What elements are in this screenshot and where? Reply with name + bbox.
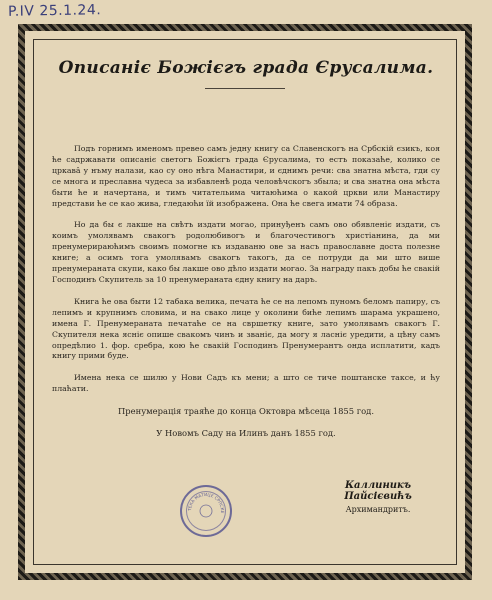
paragraph-subscription-appeal: Но да бы є лакше на свѣтъ издати могао, принуђенъ самъ ово обявленіє издати, съ коимъ умолявамъ свакогъ родолюбивогъ и благочестивогъ христіанина, да ми пренумерираюћимъ своимъ помогне къ издаваню ове за насъ православне доста полезне книге; а осимъ тога умолявамъ свакогъ такогъ, да се потруди да ми што више пренумераната скупи, како бы лакше ово дѣло издати могао. За награду пакъ добы ће свакій Господинъ Скупитель за 10 пренумераната єдну книгу на даръ. <box>52 220 440 284</box>
svg-text:ТЕКА МАТИЦЕ СРПСКЕ: ТЕКА МАТИЦЕ СРПСКЕ <box>186 491 226 514</box>
signature-block <box>318 480 438 514</box>
library-stamp <box>180 485 232 537</box>
document-title: Описаніє Божієгъ града Єрусалима. <box>58 58 434 78</box>
subscription-deadline: Пренумерація траяће до конца Октовра мѣсеца 1855 год. <box>118 406 374 417</box>
paragraph-intro: Подъ горнимъ именомъ превео самъ једну книгу са Славенскогъ на Србскій єзикъ, коя ће садржавати описаніє светогъ Божієгъ града Єрусалима, то естъ показаће, колико се цркавâ у нъму налази, као су оно нѣга Манастири, и єднимъ речи: сва знатна мѣста, гди су се многа и преславна чудеса за избавленѣ рода человѣчскогъ збыла; и сва знатна она мѣста быти ће и начертана, и тимъ читательима читаюћима о какой цркви или Манастиру представи ће се као жива, гледаюћи їй изображена. Она ће свега имати 74 образа. <box>52 144 440 208</box>
paragraph-mailing: Имена нека се шилю у Нови Садъ къ мени; а што се тиче поштанске таксе, и ћу плаћати. <box>52 373 440 394</box>
signature-title: Архимандритъ. <box>345 505 411 514</box>
shelfmark-annotation: P.IV 25.1.24. <box>7 2 102 20</box>
paragraph-book-details: Книга ће ова быти 12 табака велика, печата ће се на лепомъ пуномъ беломъ папиру, съ лепимъ и крупнимъ словима, и на свако лице у околини биће лепимъ шарама украшено, имена Г. Пренумераната печатаће се на свршетку книге, зато умолявамъ свакогъ Г. Скупителя нека ясніє опише свакомъ чинъ и званіє, да могу я ласніє уредити, а цѣну самъ опредѣлио 1. фор. сребра, кою ће свакій Господинъ Пренумерантъ онда исплатити, кадъ книгу прими буде. <box>52 296 440 361</box>
stamp-ring-text <box>182 487 230 535</box>
title-underline <box>205 88 285 89</box>
document-body <box>52 144 440 450</box>
date-place-line: У Новомъ Саду на Илинъ данъ 1855 год. <box>156 428 336 439</box>
signature-name: Каллиникъ Пайсієвићъ <box>344 480 412 502</box>
